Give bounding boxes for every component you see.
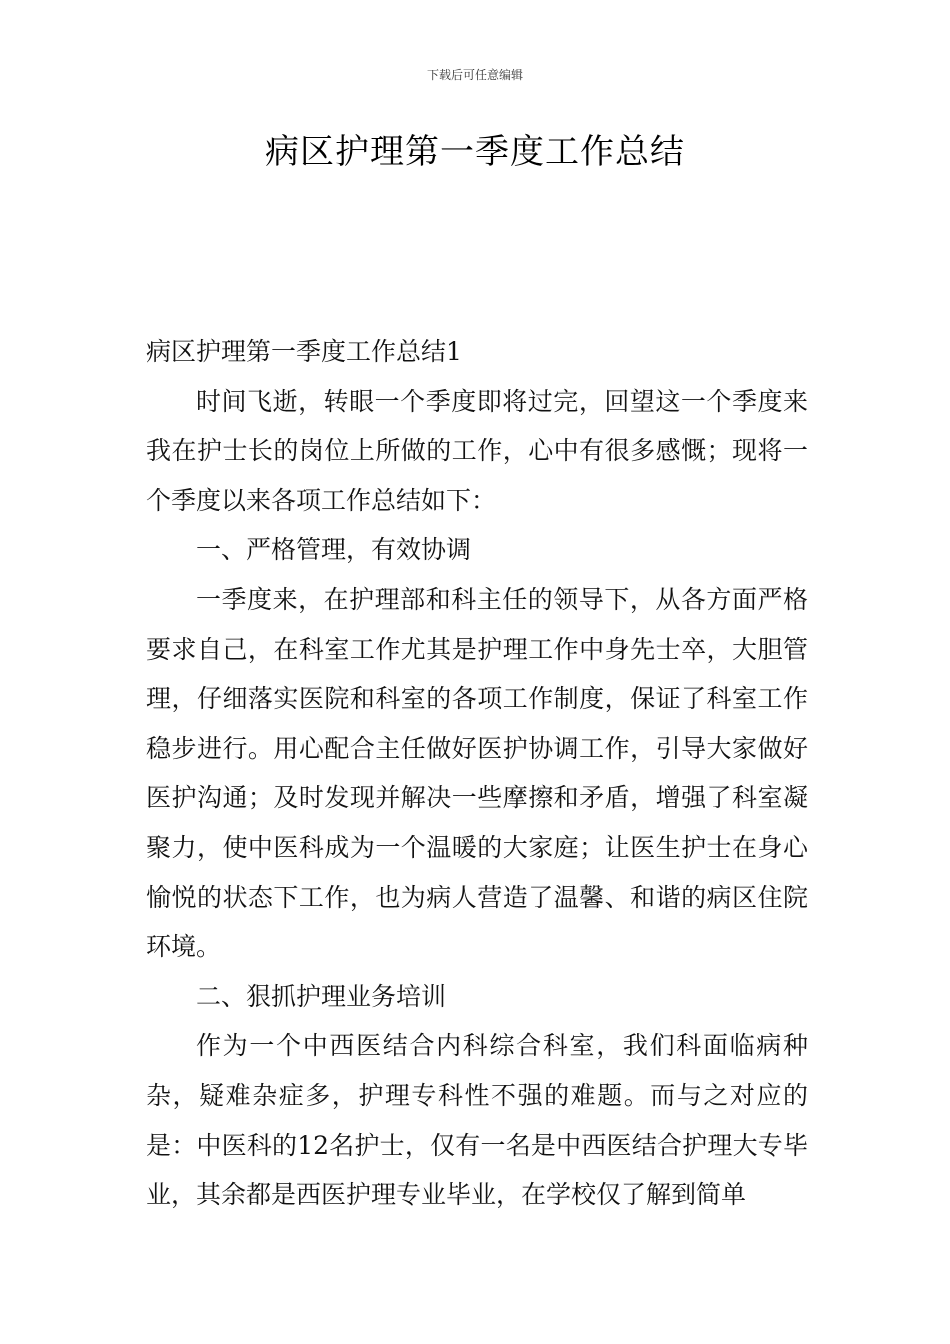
heading-training: 二、狠抓护理业务培训 — [196, 981, 447, 1011]
paragraph-management: 一季度来，在护理部和科主任的领导下，从各方面严格要求自己，在科室工作尤其是护理工作中身先士卒，大胆管理，仔细落实医院和科室的各项工作制度，保证了科室工作稳步进行。用心配合主任做好医护协调工作，引导大家做好医护沟通；及时发现并解决一些摩擦和矛盾，增强了科室凝聚力，使中医科成为一个温暖的大家庭；让医生护士在身心愉悦的状态下工作，也为病人营造了温馨、和谐的病区住院环境。 — [146, 584, 808, 962]
paragraph-training: 作为一个中西医结合内科综合科室，我们科面临病种杂，疑难杂症多，护理专科性不强的难题。而与之对应的是：中医科的12名护士，仅有一名是中西医结合护理大专毕业，其余都是西医护理专业毕业，在学校仅了解到简单 — [146, 1031, 808, 1210]
paragraph-intro: 时间飞逝，转眼一个季度即将过完，回望这一个季度来我在护士长的岗位上所做的工作，心中有很多感慨；现将一个季度以来各项工作总结如下： — [146, 386, 808, 515]
download-note: 下载后可任意编辑 — [426, 68, 523, 82]
document-body — [146, 327, 808, 1220]
heading-strict-management: 一、严格管理，有效协调 — [196, 535, 472, 565]
document-title: 病区护理第一季度工作总结 — [265, 132, 685, 172]
section-subtitle: 病区护理第一季度工作总结1 — [146, 337, 462, 366]
